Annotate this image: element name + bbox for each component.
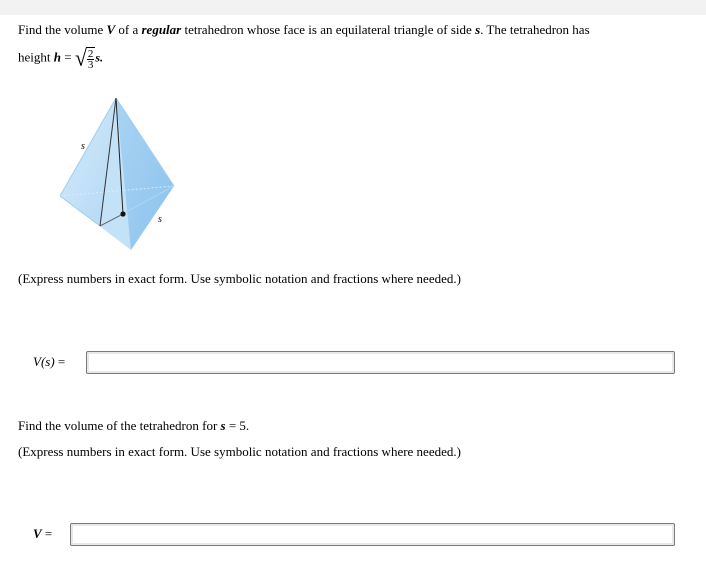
answer-1-label (33, 354, 65, 370)
side-variable: s (475, 22, 481, 37)
intro-rest: tetrahedron whose face is an equilateral triangle of side (184, 22, 472, 37)
fraction-denominator: 3 (87, 59, 94, 71)
question-2-prefix: Find the volume of the tetrahedron for (18, 418, 218, 433)
label-side-right: s (158, 214, 162, 225)
height-suffix: s. (95, 50, 104, 65)
volume-formula-input[interactable] (86, 351, 675, 374)
radicand (86, 47, 96, 70)
question-2-rest: = 5. (228, 418, 250, 433)
instruction-2: (Express numbers in exact form. Use symbolic notation and fractions where needed.) (18, 444, 461, 459)
top-bar (0, 0, 706, 15)
intro-prefix: Find the volume (18, 22, 104, 37)
answer-1-equals: = (57, 354, 66, 369)
answer-2-label (33, 526, 52, 542)
question-2-var: s (220, 418, 226, 433)
instruction-1: (Express numbers in exact form. Use symbolic notation and fractions where needed.) (18, 271, 461, 286)
intro-end: . The tetrahedron has (480, 22, 590, 37)
intro-of-a: of a (118, 22, 139, 37)
height-equals: = (64, 49, 72, 65)
fraction-numerator: 2 (87, 48, 94, 60)
height-formula (18, 44, 104, 71)
height-prefix: height (18, 49, 51, 65)
fraction (87, 49, 95, 70)
answer-2-var: V (33, 526, 42, 541)
height-variable: h (53, 49, 61, 65)
tetra-centroid-dot (120, 211, 125, 216)
answer-1-arg: (s) (40, 354, 55, 369)
label-side-left: s (81, 141, 85, 152)
answer-2-equals: = (44, 526, 53, 541)
question-2 (18, 418, 249, 434)
tetrahedron-figure (50, 92, 185, 254)
volume-value-input[interactable] (70, 523, 675, 546)
regular-word: regular (141, 22, 182, 37)
sqrt-expression (74, 44, 96, 71)
volume-variable: V (106, 22, 116, 37)
radical-sign: √ (74, 44, 87, 71)
problem-statement (18, 22, 590, 38)
answer-1-func: V (33, 354, 41, 369)
